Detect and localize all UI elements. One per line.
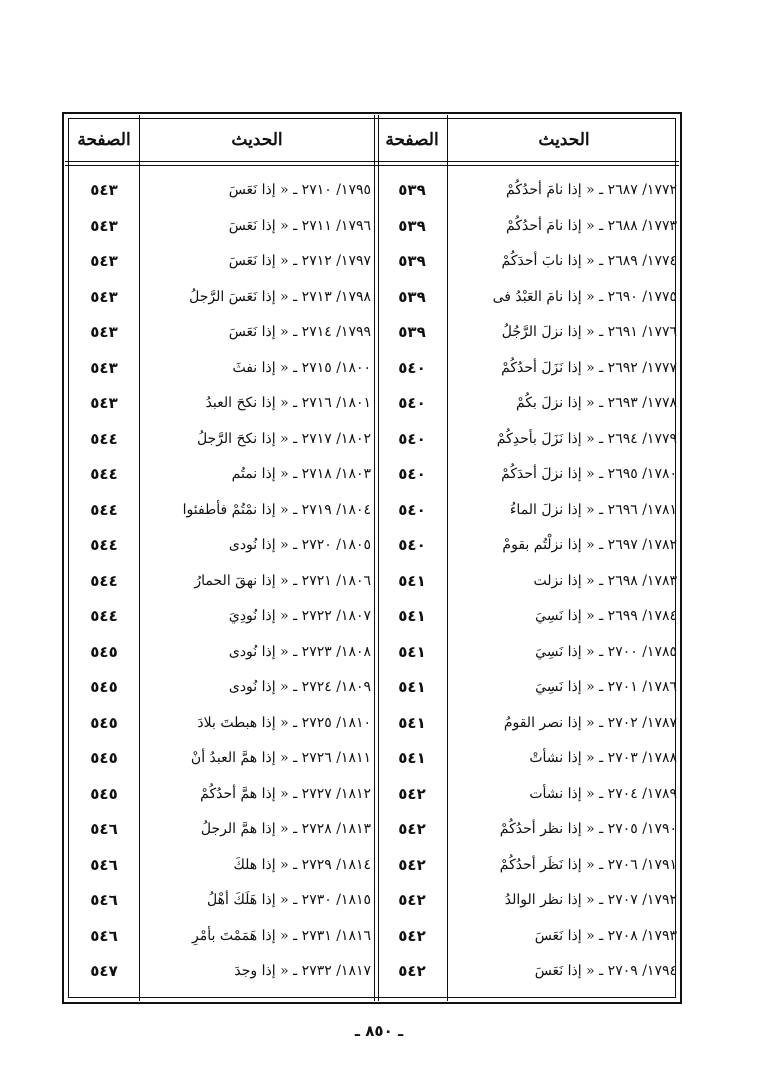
right-hadith-entry: ١٧٩٠/ ٢٧٠٥ ـ « إذا نظر أحدُكُمْ	[499, 821, 677, 837]
table-row	[69, 280, 675, 316]
left-page-number: ٥٤٥	[90, 678, 118, 696]
right-hadith-entry: ١٧٨٠/ ٢٦٩٥ ـ « إذا نزلَ أحدَكُمْ	[501, 466, 677, 482]
right-page-number: ٥٤٢	[398, 855, 426, 874]
page-number: ـ ٨٥٠ ـ	[354, 1022, 404, 1040]
left-page-number: ٥٤٤	[90, 465, 118, 483]
header-divider	[65, 161, 679, 166]
left-hadith-entry: ١٨٠٩/ ٢٧٢٤ ـ « إذا نُودى	[228, 679, 371, 695]
left-page-number: ٥٤٦	[90, 891, 118, 909]
left-page-number: ٥٤٣	[90, 394, 118, 412]
left-hadith-entry: ١٨٠٢/ ٢٧١٧ ـ « إذا نكحَ الرَّجلُ	[196, 430, 371, 447]
table-row	[69, 919, 675, 955]
table-row	[69, 883, 675, 919]
left-hadith-entry: ١٨٠٣/ ٢٧١٨ ـ « إذا نمتُم	[231, 466, 371, 482]
left-page-number: ٥٤٥	[90, 642, 118, 661]
table-row	[69, 315, 675, 351]
table-row	[69, 670, 675, 706]
right-hadith-entry: ١٧٩٢/ ٢٧٠٧ ـ « إذا نظر الوالدُ	[504, 892, 677, 908]
left-page-header: الصفحة	[77, 130, 131, 150]
left-hadith-entry: ١٨٠٧/ ٢٧٢٢ ـ « إذا نُودِيَ	[228, 608, 371, 624]
left-page-number: ٥٤٦	[90, 926, 118, 945]
right-hadith-entry: ١٧٨٣/ ٢٦٩٨ ـ « إذا نزلت	[533, 572, 677, 589]
right-hadith-header: الحديث	[538, 130, 590, 150]
right-hadith-entry: ١٧٩٤/ ٢٧٠٩ ـ « إذا نَعَسَ	[534, 963, 677, 979]
left-page-number: ٥٤٣	[90, 323, 118, 341]
right-page-number: ٥٤١	[398, 571, 426, 590]
table-row	[69, 209, 675, 245]
right-hadith-entry: ١٧٧٢/ ٢٦٨٧ ـ « إذا نامَ أحدُكُمْ	[506, 182, 677, 198]
table-row	[69, 954, 675, 990]
right-page-number: ٥٣٩	[398, 287, 426, 306]
left-page-number: ٥٤٤	[90, 536, 118, 554]
left-page-number: ٥٤٤	[90, 607, 118, 625]
right-page-number: ٥٤٠	[398, 536, 426, 554]
table-row	[69, 706, 675, 742]
left-hadith-entry: ١٧٩٥/ ٢٧١٠ ـ « إذا نَعَسَ	[228, 182, 371, 198]
right-page-number: ٥٤١	[398, 642, 426, 661]
right-page-number: ٥٤٠	[398, 394, 426, 412]
right-page-number: ٥٤٢	[398, 820, 426, 838]
left-page-number: ٥٤٧	[90, 962, 118, 980]
table-row	[69, 422, 675, 458]
index-table-inner	[68, 118, 676, 998]
left-hadith-entry: ١٧٩٩/ ٢٧١٤ ـ « إذا نَعَسَ	[228, 324, 371, 340]
table-row	[69, 244, 675, 280]
table-row	[69, 386, 675, 422]
right-hadith-entry: ١٧٨١/ ٢٦٩٦ ـ « إذا نزلَ الماءُ	[509, 501, 677, 518]
table-row	[69, 173, 675, 209]
left-hadith-entry: ١٧٩٦/ ٢٧١١ ـ « إذا نَعَسَ	[228, 217, 371, 234]
left-page-number: ٥٤٥	[90, 749, 118, 767]
left-page-number: ٥٤٥	[90, 784, 118, 803]
table-row	[69, 528, 675, 564]
table-row	[69, 635, 675, 671]
right-page-number: ٥٤١	[398, 713, 426, 732]
right-page-number: ٥٤٢	[398, 926, 426, 945]
left-hadith-entry: ١٨٠١/ ٢٧١٦ ـ « إذا نكحَ العبدُ	[205, 395, 371, 411]
right-page-number: ٥٤١	[398, 749, 426, 767]
right-page-number: ٥٤٢	[398, 784, 426, 803]
table-row	[69, 812, 675, 848]
right-hadith-entry: ١٧٧٥/ ٢٦٩٠ ـ « إذا نامَ العَبْدُ فى	[492, 288, 677, 305]
right-hadith-entry: ١٧٧٩/ ٢٦٩٤ ـ « إذا نَزَلَ بأحدِكُمْ	[496, 430, 677, 447]
right-page-number: ٥٤٢	[398, 891, 426, 909]
left-hadith-entry: ١٨٠٨/ ٢٧٢٣ ـ « إذا نُودى	[228, 643, 371, 660]
right-hadith-entry: ١٧٨٨/ ٢٧٠٣ ـ « إذا نشأتْ	[529, 750, 677, 766]
right-hadith-entry: ١٧٩٣/ ٢٧٠٨ ـ « إذا نَعَسَ	[534, 927, 677, 944]
table-row	[69, 848, 675, 884]
right-hadith-entry: ١٧٧٨/ ٢٦٩٣ ـ « إذا نزلَ بكُمْ	[516, 395, 677, 411]
right-page-number: ٥٣٩	[398, 216, 426, 235]
left-hadith-entry: ١٨١١/ ٢٧٢٦ ـ « إذا همَّ العبدُ أنْ	[190, 750, 371, 766]
left-hadith-entry: ١٨١٥/ ٢٧٣٠ ـ « إذا هَلَكَ أهْلُ	[207, 892, 371, 908]
table-row	[69, 599, 675, 635]
right-page-number: ٥٤٠	[398, 465, 426, 483]
table-row	[69, 564, 675, 600]
left-hadith-entry: ١٧٩٨/ ٢٧١٣ ـ « إذا نَعَسَ الرَّجلُ	[189, 288, 371, 305]
left-page-number: ٥٤٤	[90, 429, 118, 448]
right-page-number: ٥٤١	[398, 607, 426, 625]
left-page-number: ٥٤٣	[90, 287, 118, 306]
left-page-number: ٥٤٦	[90, 820, 118, 838]
left-hadith-entry: ١٨٠٠/ ٢٧١٥ ـ « إذا نفثَ	[232, 359, 371, 376]
left-hadith-entry: ١٨٠٦/ ٢٧٢١ ـ « إذا نهقَ الحمارُ	[194, 572, 371, 589]
right-page-number: ٥٤٠	[398, 358, 426, 377]
right-hadith-entry: ١٧٨٧/ ٢٧٠٢ ـ « إذا نصر القومُ	[503, 714, 677, 731]
left-hadith-entry: ١٨١٠/ ٢٧٢٥ ـ « إذا هبطتَ بلادَ	[197, 714, 371, 731]
right-hadith-entry: ١٧٨٤/ ٢٦٩٩ ـ « إذا نَسِيَ	[535, 608, 677, 624]
right-hadith-entry: ١٧٧٤/ ٢٦٨٩ ـ « إذا نابَ أحدَكُمْ	[501, 253, 677, 269]
left-hadith-entry: ١٨١٧/ ٢٧٣٢ ـ « إذا وجدَ	[234, 963, 371, 979]
right-page-number: ٥٣٩	[398, 252, 426, 270]
left-page-number: ٥٤٦	[90, 855, 118, 874]
right-hadith-entry: ١٧٨٥/ ٢٧٠٠ ـ « إذا نَسِيَ	[535, 643, 677, 660]
left-page-number: ٥٤٥	[90, 713, 118, 732]
right-hadith-entry: ١٧٩١/ ٢٧٠٦ ـ « إذا نَظَر أحدُكُمْ	[499, 856, 677, 873]
left-page-number: ٥٤٣	[90, 358, 118, 377]
right-page-number: ٥٣٩	[398, 181, 426, 199]
left-hadith-entry: ١٨١٣/ ٢٧٢٨ ـ « إذا همَّ الرجلُ	[200, 821, 371, 837]
left-hadith-header: الحديث	[231, 130, 283, 150]
right-page-number: ٥٤٠	[398, 429, 426, 448]
right-hadith-entry: ١٧٨٦/ ٢٧٠١ ـ « إذا نَسِيَ	[535, 679, 677, 695]
left-page-number: ٥٤٣	[90, 181, 118, 199]
right-hadith-entry: ١٧٧٧/ ٢٦٩٢ ـ « إذا نَزَلَ أحدُكُمْ	[501, 359, 677, 376]
left-page-number: ٥٤٤	[90, 500, 118, 519]
right-hadith-entry: ١٧٧٦/ ٢٦٩١ ـ « إذا نزلَ الرَّجُلُ	[501, 324, 677, 340]
right-page-number: ٥٤٢	[398, 962, 426, 980]
index-rows	[69, 173, 675, 990]
right-hadith-entry: ١٧٨٩/ ٢٧٠٤ ـ « إذا نشأت	[529, 785, 677, 802]
left-page-number: ٥٤٤	[90, 571, 118, 590]
table-row	[69, 493, 675, 529]
right-page-number: ٥٣٩	[398, 323, 426, 341]
left-page-number: ٥٤٣	[90, 252, 118, 270]
left-hadith-entry: ١٧٩٧/ ٢٧١٢ ـ « إذا نَعَسَ	[228, 253, 371, 269]
left-hadith-entry: ١٨١٤/ ٢٧٢٩ ـ « إذا هلكَ	[233, 856, 371, 873]
right-hadith-entry: ١٧٨٢/ ٢٦٩٧ ـ « إذا نزلْتُم بقومْ	[502, 537, 677, 553]
left-hadith-entry: ١٨٠٤/ ٢٧١٩ ـ « إذا نمْتُمْ فأطفئوا	[182, 501, 371, 518]
right-hadith-entry: ١٧٧٣/ ٢٦٨٨ ـ « إذا نامَ أحدُكُمْ	[506, 217, 677, 234]
left-hadith-entry: ١٨١٦/ ٢٧٣١ ـ « إذا هَمَمْتَ بأمْرِ	[192, 927, 371, 944]
left-page-number: ٥٤٣	[90, 216, 118, 235]
table-row	[69, 777, 675, 813]
index-table	[62, 112, 682, 1004]
table-row	[69, 351, 675, 387]
right-page-header: الصفحة	[385, 130, 439, 150]
table-row	[69, 457, 675, 493]
right-page-number: ٥٤١	[398, 678, 426, 696]
table-row	[69, 741, 675, 777]
right-page-number: ٥٤٠	[398, 500, 426, 519]
left-hadith-entry: ١٨١٢/ ٢٧٢٧ ـ « إذا همَّ أحدُكُمْ	[200, 785, 371, 802]
left-hadith-entry: ١٨٠٥/ ٢٧٢٠ ـ « إذا نُودى	[228, 537, 371, 553]
